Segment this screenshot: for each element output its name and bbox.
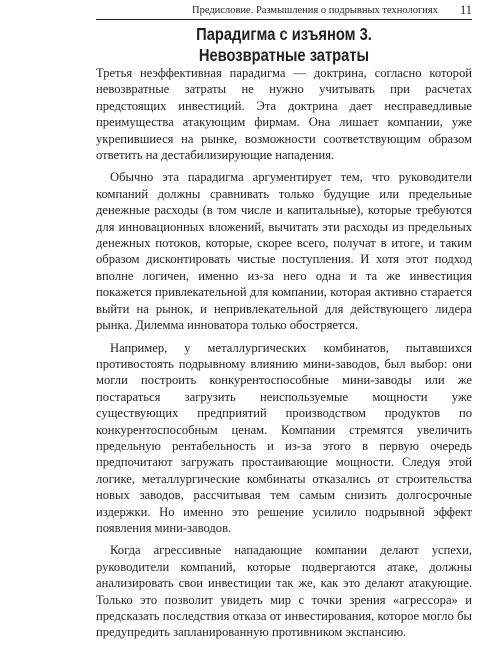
section-heading: [126, 24, 442, 66]
header-rule: [96, 19, 472, 20]
section-heading-line-1: Парадигма с изъяном 3.: [196, 24, 372, 44]
paragraph-2: Обычно эта парадигма аргументирует тем, что руководители компаний должны сравнивать только будущие или предельные денежные расходы (в том числе и капитальные), которые требуются для инновационных вложений, вычитать эти расходы из предельных денежных потоков, которые, скорее всего, получат в итоге, и таким образом дисконтировать чистые поступления. И хотя этот подход вполне логичен, именно из-за него одна и та же инвестиция покажется привлекательной для компании, которая активно старается выйти на рынок, и непривлекательной для действующего лидера рынка. Дилемма инноватора только обостряется.: [96, 170, 472, 333]
page-number: 11: [459, 3, 472, 17]
paragraph-1: Третья неэффективная парадигма — доктрина, согласно которой невозвратные затраты не нужно учитывать при расчетах предстоящих инвестиций. Эта доктрина дает несправедливые преимущества атакующим фирмам. Она лишает компании, уже укрепившиеся на рынке, возможности соответствующим образом ответить на дестабилизирующие нападения.: [96, 66, 472, 163]
paragraph-4: Когда агрессивные нападающие компании делают успехи, руководители компаний, которые подвергаются атаке, должны анализировать свои инвестиции так же, как это делают атакующие. Только это позволит увидеть мир с точки зрения «агрессора» и предсказать последствия отказа от инвестирования, которое могло бы предупредить запланированную противником экспансию.: [96, 543, 472, 640]
running-header: [96, 4, 472, 20]
running-title: Предисловие. Размышления о подрывных технологиях: [191, 5, 438, 16]
paragraph-3: Например, у металлургических комбинатов, пытавшихся противостоять подрывному влиянию мини-заводов, был выбор: они могли построить конкурентоспособные мини-заводы или же постараться загрузить неиспользуемые мощности уже существующих предприятий производством продуктов по конкурентоспособным ценам. Компании стремятся увеличить предельную рентабельность и из-за этого в первую очередь предпочитают загружать простаивающие мощности. Следуя этой логике, металлургические комбинаты отказались от строительства новых заводов, рассчитывая тем самым снизить долгосрочные издержки. Но именно это решение усилило подрывной эффект появления мини-заводов.: [96, 340, 472, 535]
section-heading-line-2: Невозвратные затраты: [198, 45, 370, 65]
body-text: [96, 65, 472, 647]
